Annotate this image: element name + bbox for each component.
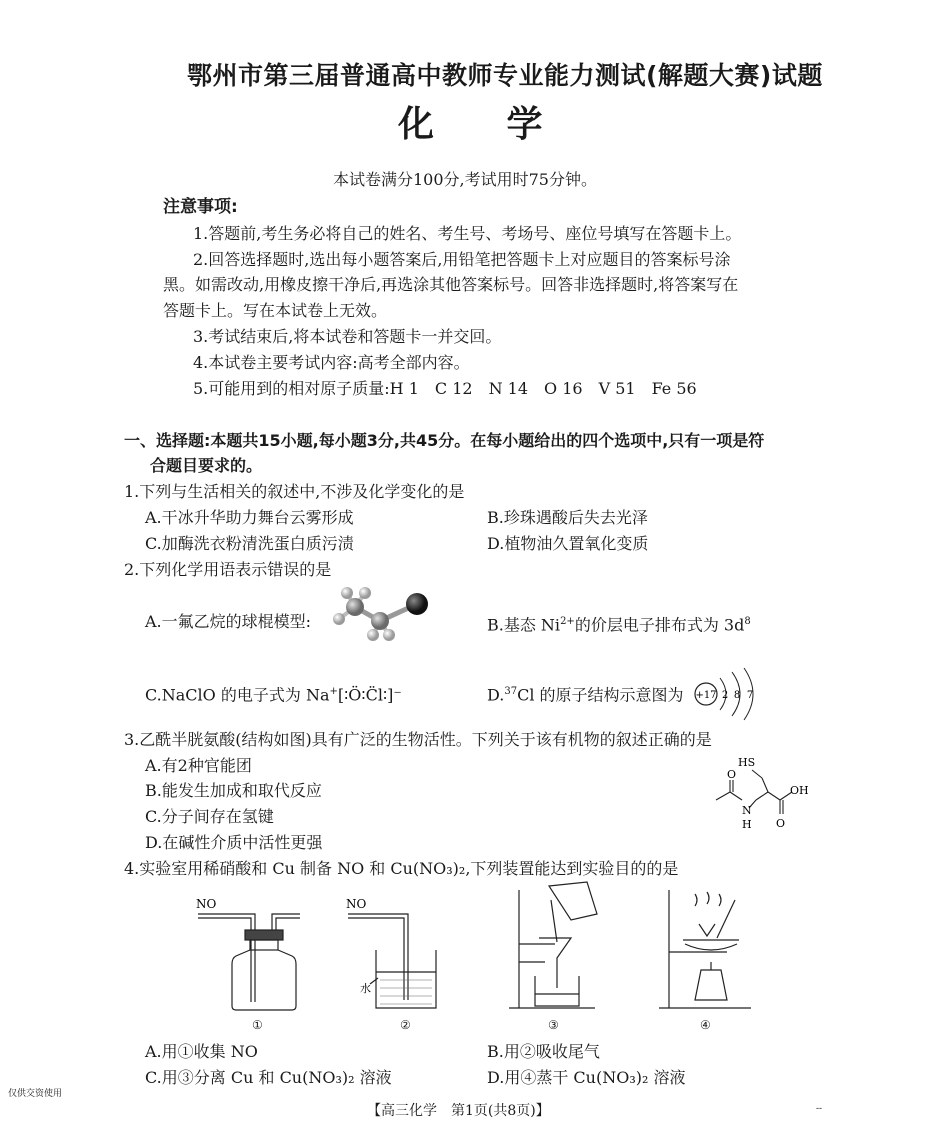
- q2-stem: 2.下列化学用语表示错误的是: [124, 560, 332, 579]
- label-h: H: [742, 818, 752, 831]
- notice-item-1: 1.答题前,考生务必将自己的姓名、考生号、考场号、座位号填写在答题卡上。: [193, 224, 742, 243]
- q1-option-d: D.植物油久置氧化变质: [487, 534, 649, 553]
- q2-option-c: C.NaClO 的电子式为 Na+[∶Ö∶C̈l∶]⁻: [145, 685, 402, 705]
- acetylcysteine-structure: [702, 752, 812, 836]
- page-number: 【高三化学 第1页(共8页)】: [367, 1103, 550, 1119]
- atom-structure-diagram: [692, 666, 762, 722]
- score-note: 本试卷满分100分,考试用时75分钟。: [333, 170, 597, 189]
- label-o2: O: [776, 817, 786, 830]
- apparatus-1-gas-bottle: [190, 892, 310, 1016]
- footer-right-mark: --: [816, 1104, 823, 1114]
- section-heading-cont: 合题目要求的。: [150, 456, 263, 475]
- shell-1-count: 2: [721, 690, 729, 701]
- shell-3-count: 7: [746, 690, 754, 701]
- q4-option-b: B.用②吸收尾气: [487, 1042, 600, 1061]
- subject-title: 化 学: [398, 104, 543, 145]
- label-no-2: NO: [346, 897, 367, 911]
- q2-option-d: D.$^{37}$Cl 的原子结构示意图为: [487, 685, 684, 705]
- q3-option-a: A.有2种官能团: [145, 756, 252, 775]
- exam-title: 鄂州市第三届普通高中教师专业能力测试(解题大赛)试题: [187, 61, 823, 90]
- q4-option-d: D.用④蒸干 Cu(NO₃)₂ 溶液: [487, 1068, 686, 1087]
- notice-item-2: 2.回答选择题时,选出每小题答案后,用铅笔把答题卡上对应题目的答案标号涂: [193, 250, 731, 269]
- label-oh: OH: [790, 784, 809, 797]
- section-heading: 一、选择题:本题共15小题,每小题3分,共45分。在每小题给出的四个选项中,只有一项是符: [124, 431, 765, 450]
- notice-item-4: 4.本试卷主要考试内容:高考全部内容。: [193, 353, 470, 372]
- nucleus-charge: +17: [695, 690, 717, 701]
- notice-item-2-end: 答题卡上。写在本试卷上无效。: [163, 301, 388, 320]
- label-o1: O: [727, 768, 737, 781]
- footer-left-note: 仅供交资使用: [8, 1089, 63, 1099]
- label-n: N: [742, 804, 752, 817]
- label-hs: HS: [738, 756, 756, 769]
- q4-option-c: C.用③分离 Cu 和 Cu(NO₃)₂ 溶液: [145, 1068, 392, 1087]
- q1-option-c: C.加酶洗衣粉清洗蛋白质污渍: [145, 534, 354, 553]
- apparatus-number-4: ④: [700, 1018, 711, 1032]
- apparatus-number-2: ②: [400, 1018, 411, 1032]
- q3-option-d: D.在碱性介质中活性更强: [145, 833, 323, 852]
- label-no-1: NO: [196, 897, 217, 911]
- apparatus-2-beaker: [340, 892, 450, 1016]
- notice-item-2-cont: 黑。如需改动,用橡皮擦干净后,再选涂其他答案标号。回答非选择题时,将答案写在: [163, 275, 739, 294]
- q2-option-b: B.基态 $Ni^{2+}$的价层电子排布式为 $3d^8$: [487, 615, 751, 635]
- q3-option-b: B.能发生加成和取代反应: [145, 781, 322, 800]
- q1-option-b: B.珍珠遇酸后失去光泽: [487, 508, 648, 527]
- apparatus-3-filtration: [505, 880, 615, 1016]
- notice-heading: 注意事项:: [163, 197, 238, 217]
- q1-stem: 1.下列与生活相关的叙述中,不涉及化学变化的是: [124, 482, 465, 501]
- notice-item-5: 5.可能用到的相对原子质量:H 1 C 12 N 14 O 16 V 51 Fe 56: [193, 379, 697, 398]
- label-water: 水: [360, 982, 371, 995]
- electron-formula: [∶Ö∶C̈l∶]⁻: [337, 685, 402, 705]
- q3-option-c: C.分子间存在氢键: [145, 807, 274, 826]
- apparatus-number-1: ①: [252, 1018, 263, 1032]
- apparatus-4-evaporation: [655, 880, 765, 1016]
- q4-option-a: A.用①收集 NO: [145, 1042, 258, 1061]
- notice-item-3: 3.考试结束后,将本试卷和答题卡一并交回。: [193, 327, 502, 346]
- ball-stick-model-image: [325, 585, 435, 645]
- q2-option-a: A.一氟乙烷的球棍模型:: [145, 612, 312, 631]
- q3-stem: 3.乙酰半胱氨酸(结构如图)具有广泛的生物活性。下列关于该有机物的叙述正确的是: [124, 730, 712, 749]
- q1-option-a: A.干冰升华助力舞台云雾形成: [145, 508, 354, 527]
- apparatus-number-3: ③: [548, 1018, 559, 1032]
- shell-2-count: 8: [733, 690, 741, 701]
- q4-stem: 4.实验室用稀硝酸和 Cu 制备 NO 和 Cu(NO₃)₂,下列装置能达到实验目的的是: [124, 859, 679, 878]
